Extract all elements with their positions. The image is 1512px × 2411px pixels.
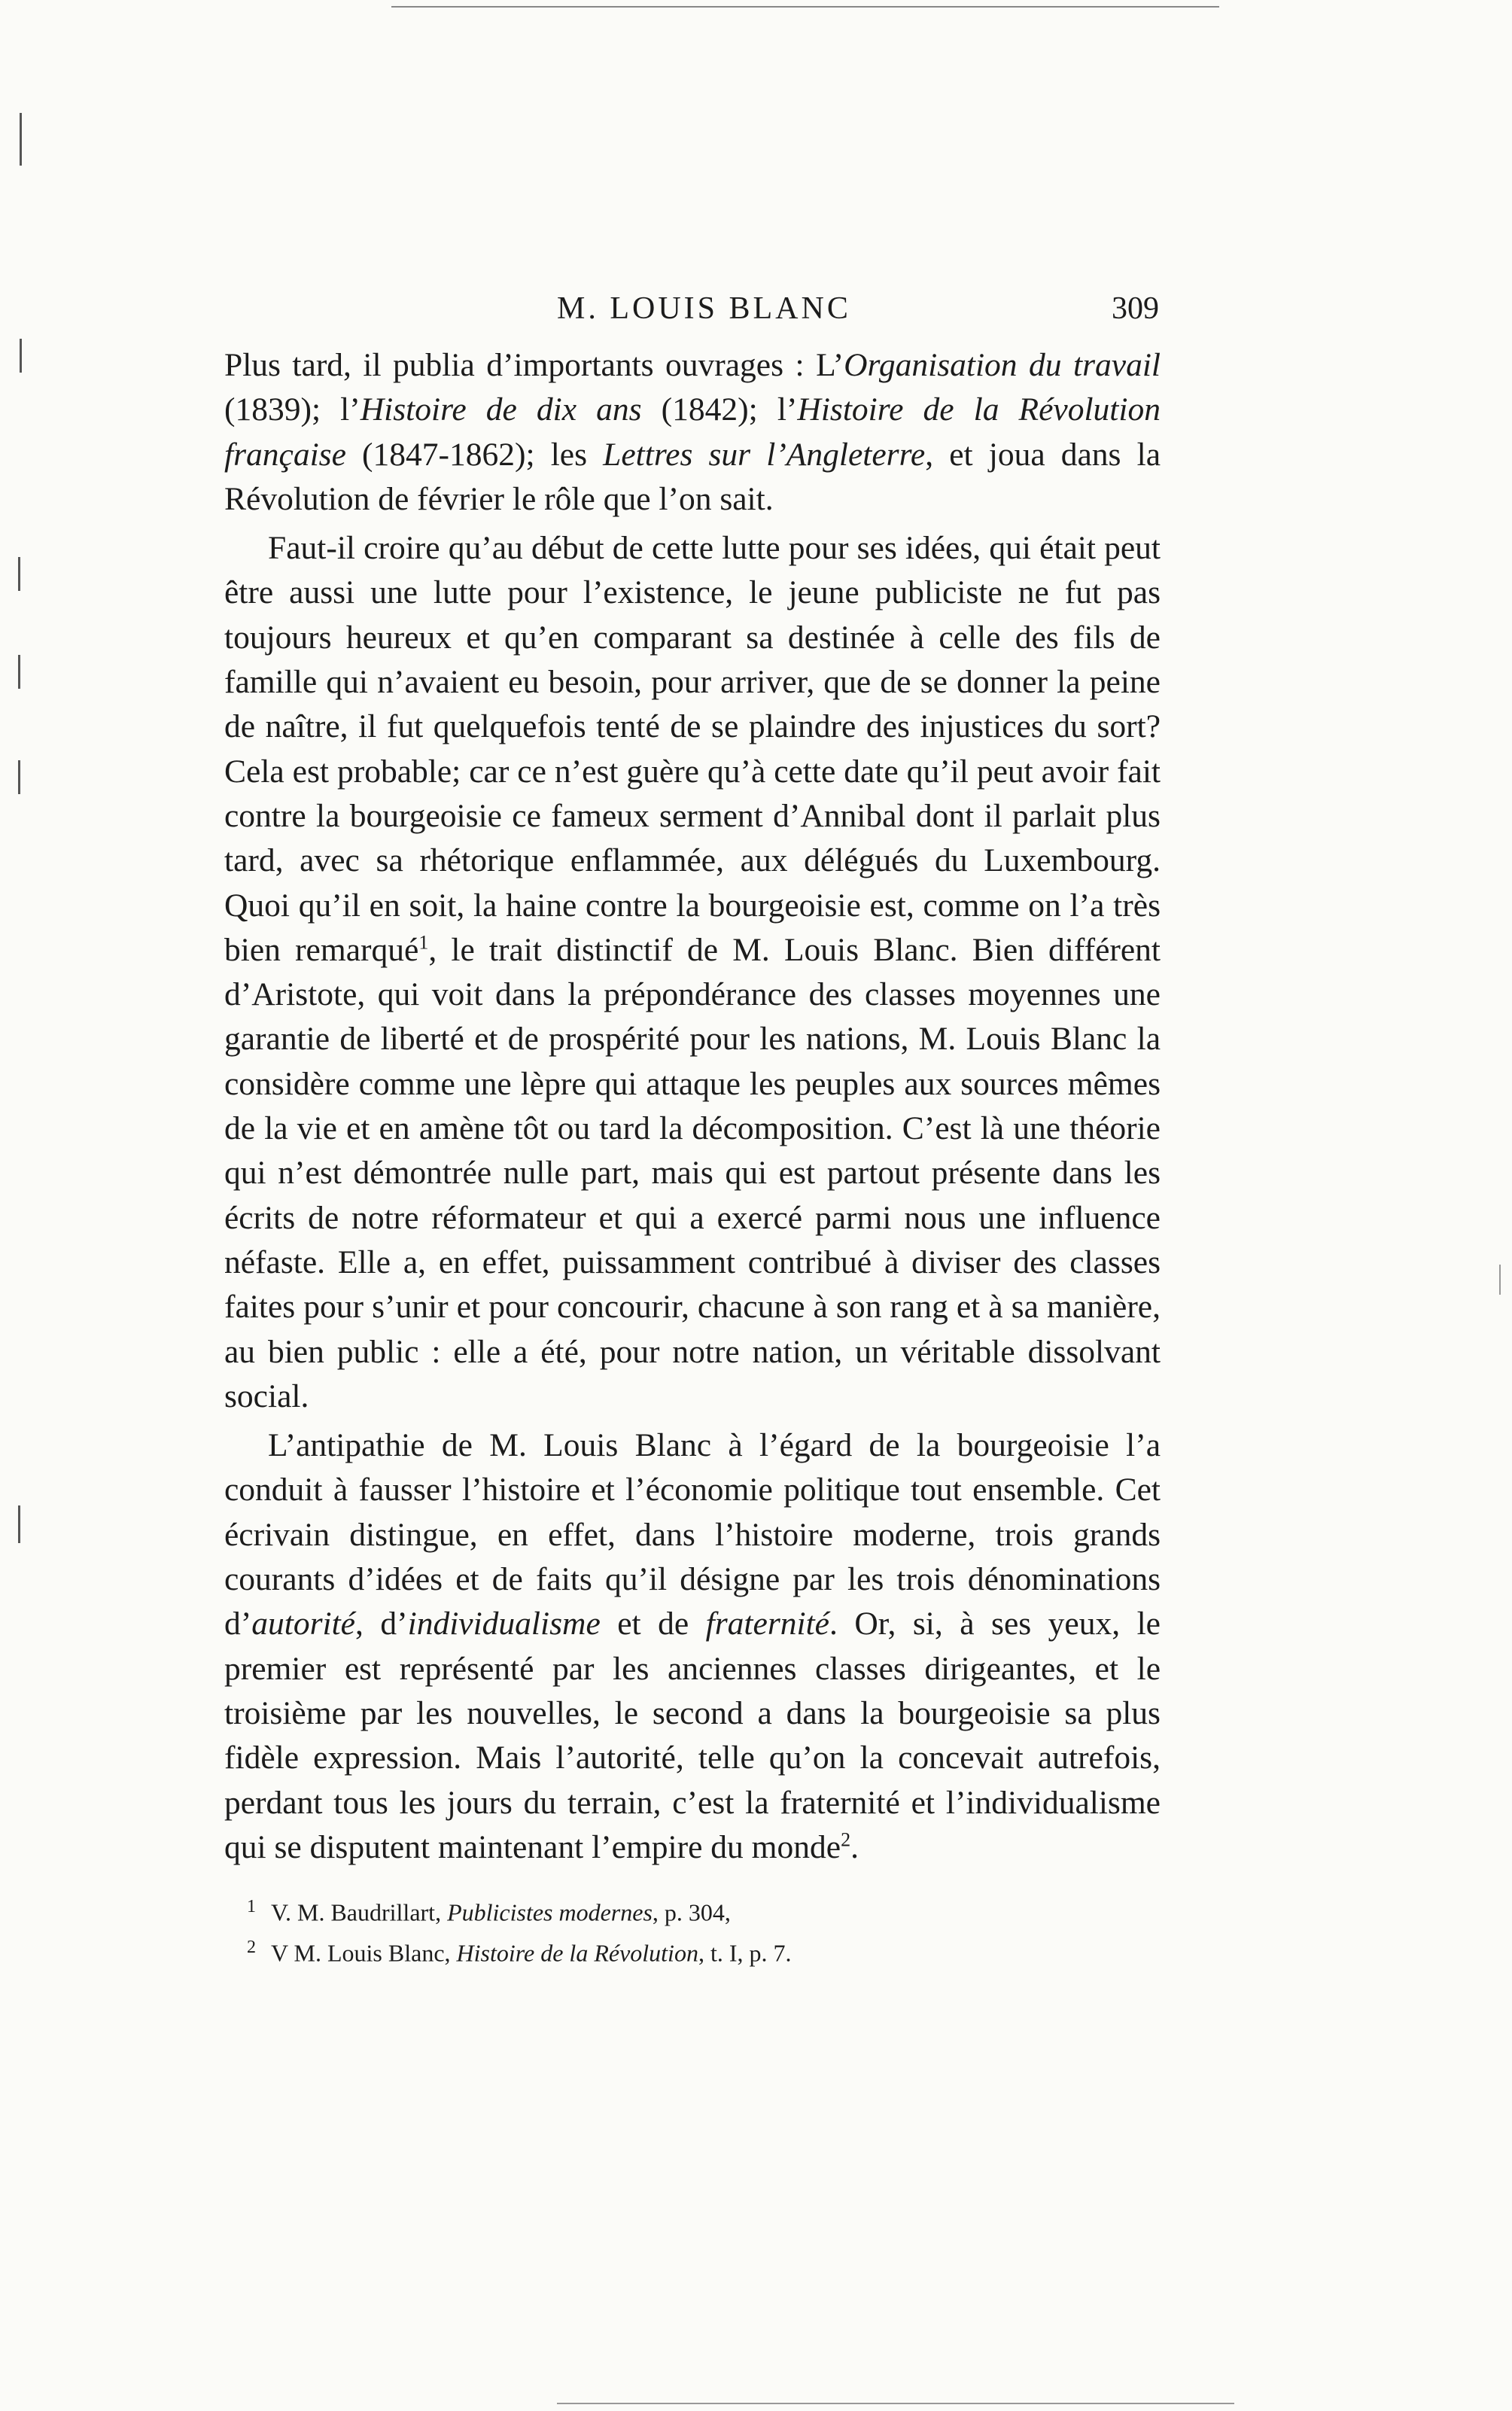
text-run: Plus tard, il publia d’importants ouvrages : L’: [224, 347, 844, 383]
footnote-mark: 1: [247, 1897, 256, 1916]
scan-bottom-rule: [557, 2403, 1234, 2404]
scan-top-rule: [391, 6, 1219, 8]
italic-title: Organisation du travail: [844, 347, 1161, 383]
scan-left-mark: [20, 113, 22, 166]
text-run: (1842); l’: [641, 391, 798, 428]
footnotes: [247, 1889, 1150, 1970]
text-run: V M. Louis Blanc,: [271, 1939, 457, 1967]
text-run: (1839); l’: [224, 391, 361, 428]
scan-left-mark: [18, 1505, 20, 1543]
scan-left-mark: [18, 760, 20, 794]
paragraph: [224, 526, 1161, 1419]
italic-title: Lettres sur l’Angleterre: [603, 436, 926, 473]
footnote-mark: 2: [247, 1937, 256, 1957]
page-number: 309: [1112, 291, 1159, 326]
text-run: et de: [600, 1606, 706, 1642]
footnote: [247, 1930, 1150, 1971]
footnote-reference: 1: [418, 931, 429, 954]
italic-title: autorité: [251, 1606, 355, 1642]
text-run: , p. 304,: [652, 1898, 731, 1926]
text-run: , t. I, p. 7.: [698, 1939, 792, 1967]
text-run: , le trait distinctif de M. Louis Blanc. Bien différent d’Aristote, qui voit dans la prépondérance des classes moyennes une garantie de liberté et de prospérité pour les nations, M. Louis Blanc la considère comme une lèpre qui attaque les peuples aux sources mêmes de la vie et en amène tôt ou tard la décomposition. C’est là une théorie qui n’est démontrée nulle part, mais qui est partout présente dans les écrits de notre réformateur et qui a exercé parmi nous une influence néfaste. Elle a, en effet, puissamment contribué à diviser des classes faites pour s’unir et pour concourir, chacune à son rang et à sa manière, au bien public : elle a été, pour notre nation, un véritable dissolvant social.: [224, 931, 1161, 1414]
text-run: .: [850, 1828, 859, 1865]
text-run: L’antipathie de M. Louis Blanc à l’égard de la bourgeoisie l’a conduit à fausser l’histoire et l’économie politique tout ensemble. Cet écrivain distingue, en effet, dans l’histoire moderne, trois grands courants d’idées et de faits qu’il désigne par les trois dénominations d’: [224, 1427, 1161, 1642]
text-run: Faut-il croire qu’au début de cette lutte pour ses idées, qui était peut être aussi une lutte pour l’existence, le jeune publiciste ne fut pas toujours heureux et qu’en comparant sa destinée à celle des fils de famille qui n’avaient eu besoin, pour arriver, que de se donner la peine de naître, il fut quelquefois tenté de se plaindre des injustices du sort? Cela est probable; car ce n’est guère qu’à cette date qu’il peut avoir fait contre la bourgeoisie ce fameux serment d’Annibal dont il parlait plus tard, avec sa rhétorique enflammée, aux délégués du Luxembourg. Quoi qu’il en soit, la haine contre la bourgeoisie est, comme on l’a très bien remarqué: [224, 530, 1161, 968]
paragraph: [224, 343, 1161, 522]
scan-right-mark: [1499, 1265, 1501, 1295]
italic-title: Publicistes modernes: [447, 1898, 653, 1926]
italic-title: Histoire de la Révolution: [456, 1939, 698, 1967]
footnote-reference: 2: [841, 1828, 851, 1851]
text-run: V. M. Baudrillart,: [271, 1898, 448, 1926]
paragraph: [224, 1423, 1161, 1870]
body-text: [224, 343, 1161, 1870]
italic-title: Histoire de dix ans: [360, 391, 642, 428]
italic-title: fraternité: [705, 1606, 829, 1642]
scan-left-mark: [18, 655, 20, 689]
running-title: M. LOUIS BLANC: [557, 291, 851, 326]
text-run: (1847-1862); les: [345, 436, 604, 473]
italic-title: individualisme: [407, 1606, 601, 1642]
footnote: [247, 1889, 1150, 1930]
italic-title: Histoire de la Révolution française: [224, 391, 1161, 473]
scan-left-mark: [18, 557, 20, 591]
text-run: . Or, si, à ses yeux, le premier est représenté par les anciennes classes dirigeantes, et le troisième par les nouvelles, le second a dans la bourgeoisie sa plus fidèle expression. Mais l’autorité, telle qu’on la concevait autrefois, perdant tous les jours du terrain, c’est la fraternité et l’individualisme qui se disputent maintenant l’empire du monde: [224, 1606, 1161, 1865]
text-run: , et joua dans la Révolution de février le rôle que l’on sait.: [224, 436, 1161, 517]
scan-left-mark: [20, 339, 22, 373]
page-header: [226, 291, 1159, 336]
text-run: , d’: [355, 1606, 408, 1642]
